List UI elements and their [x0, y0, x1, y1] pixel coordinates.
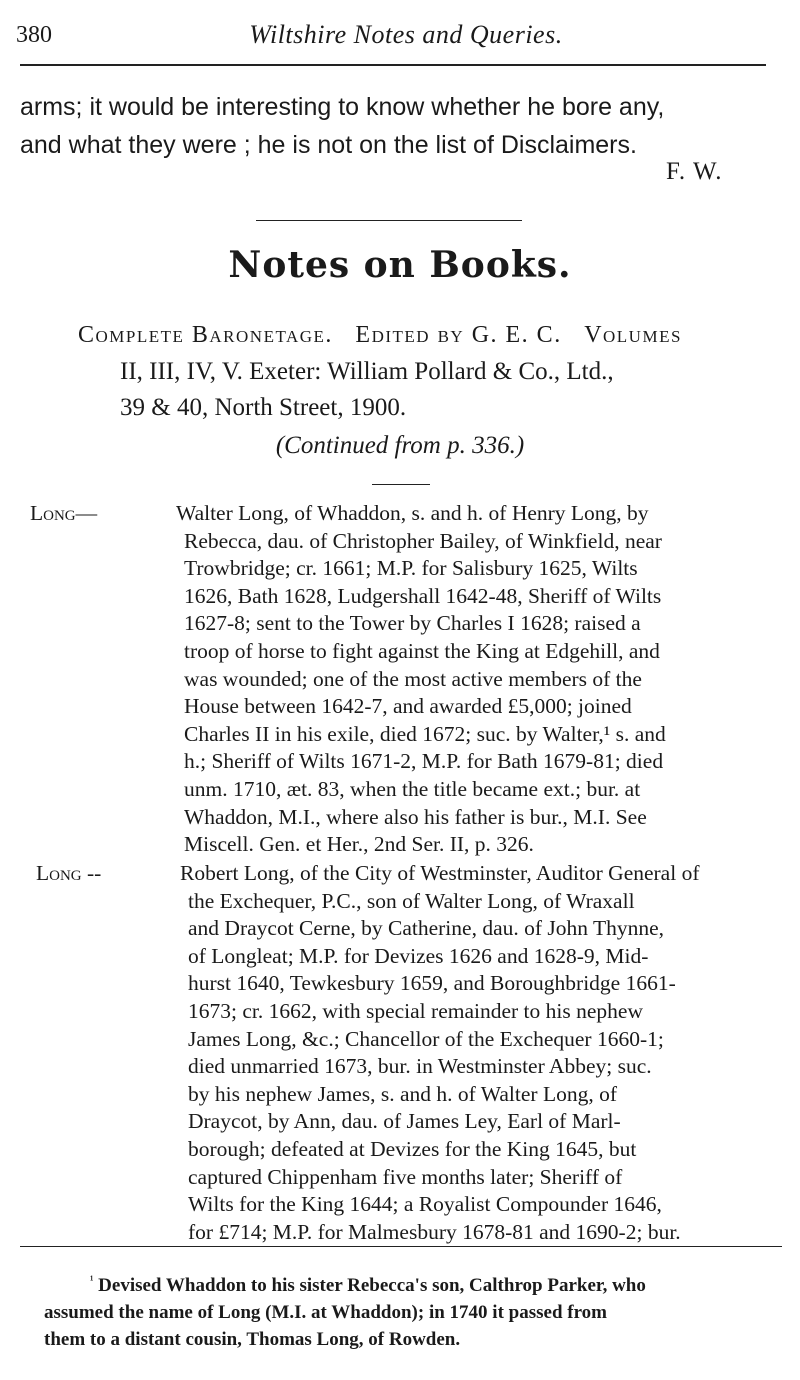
book-volumes-label: Volumes	[584, 322, 682, 348]
footnote-line: them to a distant cousin, Thomas Long, of Rowden.	[44, 1329, 461, 1350]
entry-head: Long --	[36, 861, 102, 885]
previous-section-text	[20, 88, 768, 164]
entry-line: Charles II in his exile, died 1672; suc. by Walter,¹ s. and	[184, 721, 666, 746]
entry-line: Rebecca, dau. of Christopher Bailey, of Winkfield, near	[184, 528, 662, 553]
entry-line: unm. 1710, æt. 83, when the title became ext.; bur. at	[184, 776, 641, 801]
book-publisher-line: II, III, IV, V. Exeter: William Pollard & Co., Ltd.,	[120, 358, 614, 385]
signature: F. W.	[666, 158, 723, 185]
entry-line: 1673; cr. 1662, with special remainder to his nephew	[188, 998, 643, 1023]
entry-line: Draycot, by Ann, dau. of James Ley, Earl of Marl-	[188, 1109, 621, 1134]
running-title: Wiltshire Notes and Queries.	[249, 20, 563, 49]
entry-line: h.; Sheriff of Wilts 1671-2, M.P. for Bath 1679-81; died	[184, 749, 664, 774]
page-header	[16, 18, 766, 54]
entry-line: borough; defeated at Devizes for the King 1645, but	[188, 1136, 637, 1161]
footnote-rule	[20, 1246, 782, 1247]
entry-line: James Long, &c.; Chancellor of the Exchequer 1660-1;	[188, 1026, 664, 1051]
entry-line: captured Chippenham five months later; Sheriff of	[188, 1164, 623, 1189]
entry-line: the Exchequer, P.C., son of Walter Long, of Wraxall	[188, 888, 635, 913]
entry-line: and Draycot Cerne, by Catherine, dau. of John Thynne,	[188, 916, 665, 941]
continued-note: (Continued from p. 336.)	[275, 432, 525, 459]
entry-line: Whaddon, M.I., where also his father is bur., M.I. See	[184, 804, 647, 829]
text-line: and what they were ; he is not on the list of Disclaimers.	[20, 131, 637, 159]
entry-line: Trowbridge; cr. 1661; M.P. for Salisbury 1625, Wilts	[184, 556, 638, 581]
book-address-line: 39 & 40, North Street, 1900.	[120, 394, 407, 421]
book-edited-by: Edited by	[355, 322, 465, 348]
section-title: Notes on Books.	[228, 244, 572, 286]
section-divider	[256, 220, 522, 221]
entry-line: troop of horse to fight against the King at Edgehill, and	[184, 638, 660, 663]
header-rule	[20, 64, 766, 66]
footnote-line: $^{^1}$ Devised Whaddon to his sister Rebecca's son, Calthrop Parker, who	[90, 1274, 646, 1296]
book-editor: G. E. C.	[471, 322, 562, 348]
book-title-line	[78, 322, 682, 349]
entry-first-line: Walter Long, of Whaddon, s. and h. of Henry Long, by	[176, 501, 649, 525]
footnote-line: assumed the name of Long (M.I. at Whaddon); in 1740 it passed from	[44, 1302, 608, 1323]
entry-line: Miscell. Gen. et Her., 2nd Ser. II, p. 326.	[184, 832, 534, 857]
entry-line: died unmarried 1673, bur. in Westminster Abbey; suc.	[188, 1054, 652, 1079]
entry-lines	[184, 528, 774, 859]
page-number: 380	[16, 22, 52, 48]
book-title: Complete Baronetage.	[78, 322, 333, 348]
entry-lines	[188, 888, 778, 1247]
text-line: arms; it would be interesting to know whether he bore any,	[20, 93, 665, 121]
footnote	[44, 1272, 784, 1353]
entry-line: of Longleat; M.P. for Devizes 1626 and 1628-9, Mid-	[188, 943, 649, 968]
entry-line: hurst 1640, Tewkesbury 1659, and Boroughbridge 1661-	[188, 971, 676, 996]
entry-line: 1626, Bath 1628, Ludgershall 1642-48, Sheriff of Wilts	[184, 583, 662, 608]
entry-first-line: Robert Long, of the City of Westminster, Auditor General of	[180, 861, 700, 885]
entry-line: House between 1642-7, and awarded £5,000; joined	[184, 694, 632, 719]
small-divider	[372, 484, 430, 485]
entry-line: for £714; M.P. for Malmesbury 1678-81 and 1690-2; bur.	[188, 1219, 681, 1244]
entry-head: Long—	[30, 501, 98, 525]
entry-line: 1627-8; sent to the Tower by Charles I 1628; raised a	[184, 611, 641, 636]
entry-line: was wounded; one of the most active members of the	[184, 666, 642, 691]
entry-line: Wilts for the King 1644; a Royalist Compounder 1646,	[188, 1192, 662, 1217]
entry-line: by his nephew James, s. and h. of Walter Long, of	[188, 1081, 617, 1106]
